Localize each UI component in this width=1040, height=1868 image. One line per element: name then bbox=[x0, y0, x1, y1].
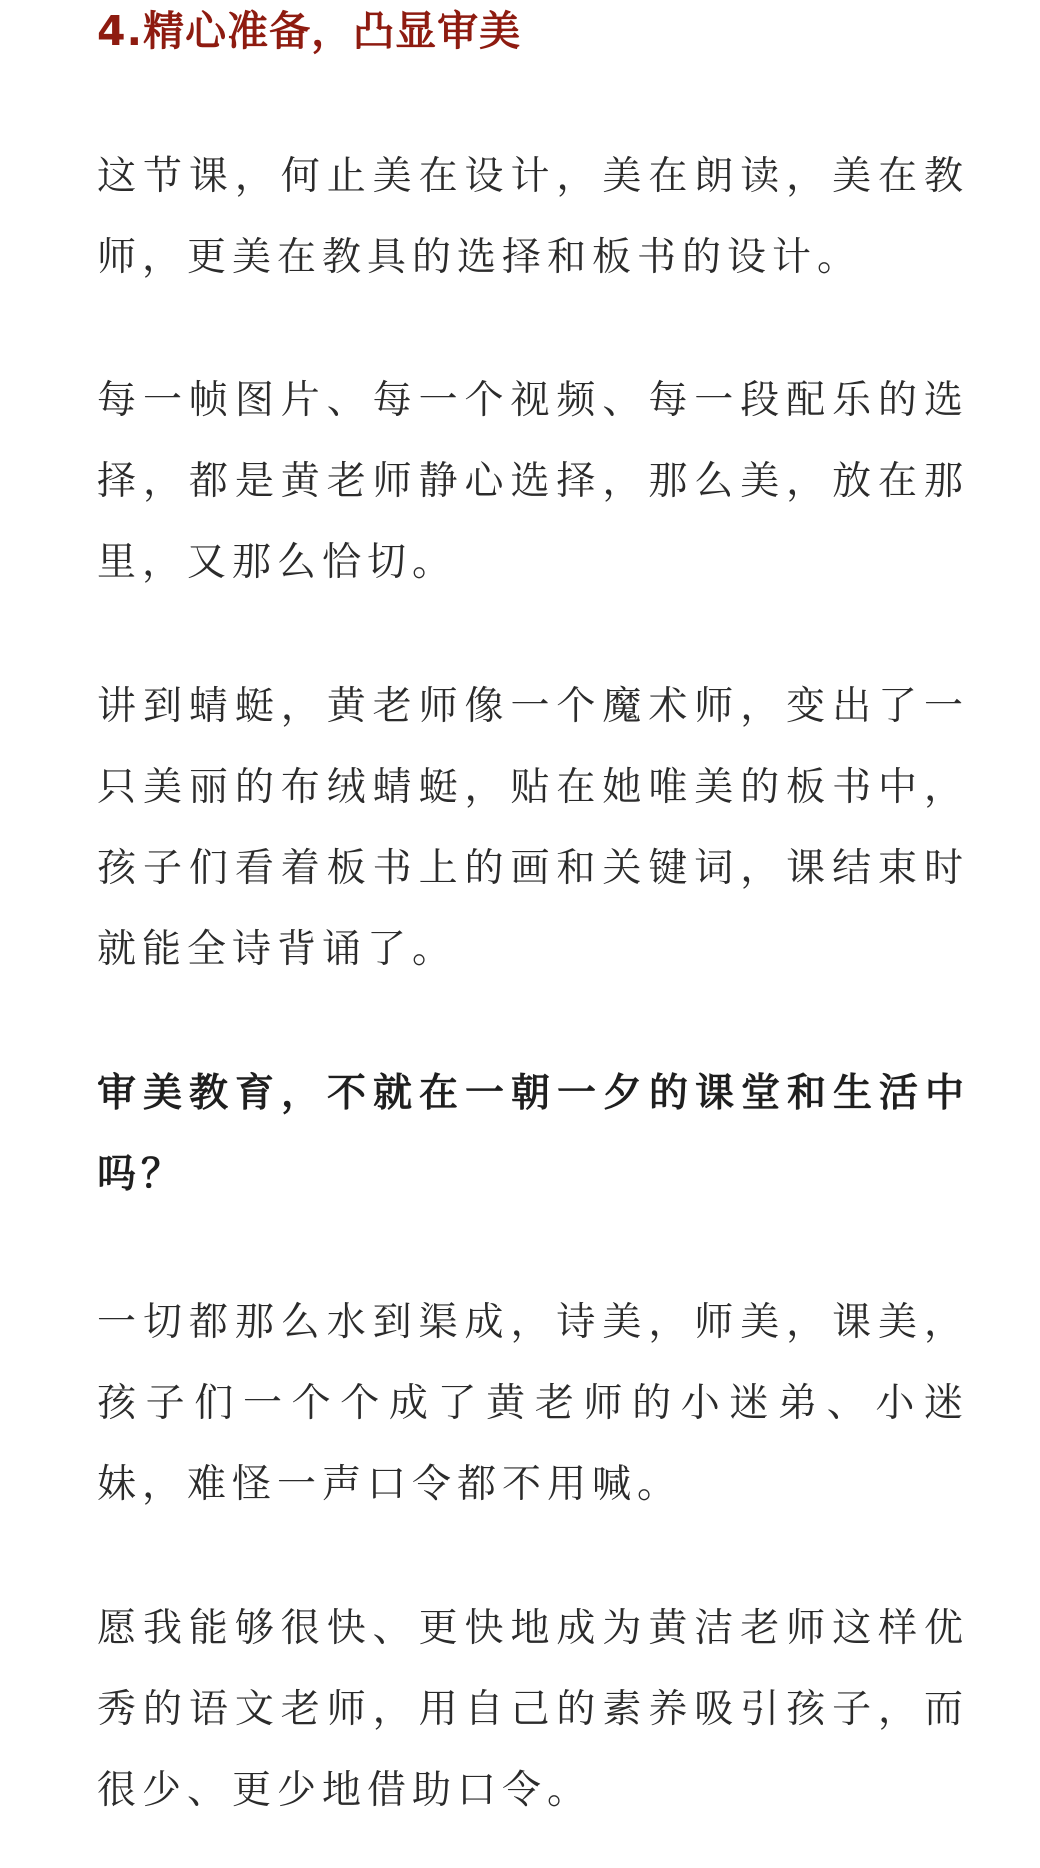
section-heading: 4.精心准备，凸显审美 bbox=[97, 7, 522, 55]
paragraph-media-selection: 每一帧图片、每一个视频、每一段配乐的选择，都是黄老师静心选择，那么美，放在那里，又那么恰切。 bbox=[97, 378, 969, 585]
paragraph-aesthetic-question: 审美教育，不就在一朝一夕的课堂和生活中吗？ bbox=[97, 1071, 969, 1197]
paragraph-design-beauty: 这节课，何止美在设计，美在朗读，美在教师，更美在教具的选择和板书的设计。 bbox=[97, 154, 969, 280]
paragraph-aspiration: 愿我能够很快、更快地成为黄洁老师这样优秀的语文老师，用自己的素养吸引孩子，而很少、更少地借助口令。 bbox=[97, 1606, 969, 1813]
paragraph-natural-result: 一切都那么水到渠成，诗美，师美，课美，孩子们一个个成了黄老师的小迷弟、小迷妹，难怪一声口令都不用喊。 bbox=[97, 1300, 969, 1507]
paragraph-dragonfly: 讲到蜻蜓，黄老师像一个魔术师，变出了一只美丽的布绒蜻蜓，贴在她唯美的板书中，孩子们看着板书上的画和关键词，课结束时就能全诗背诵了。 bbox=[97, 684, 969, 972]
